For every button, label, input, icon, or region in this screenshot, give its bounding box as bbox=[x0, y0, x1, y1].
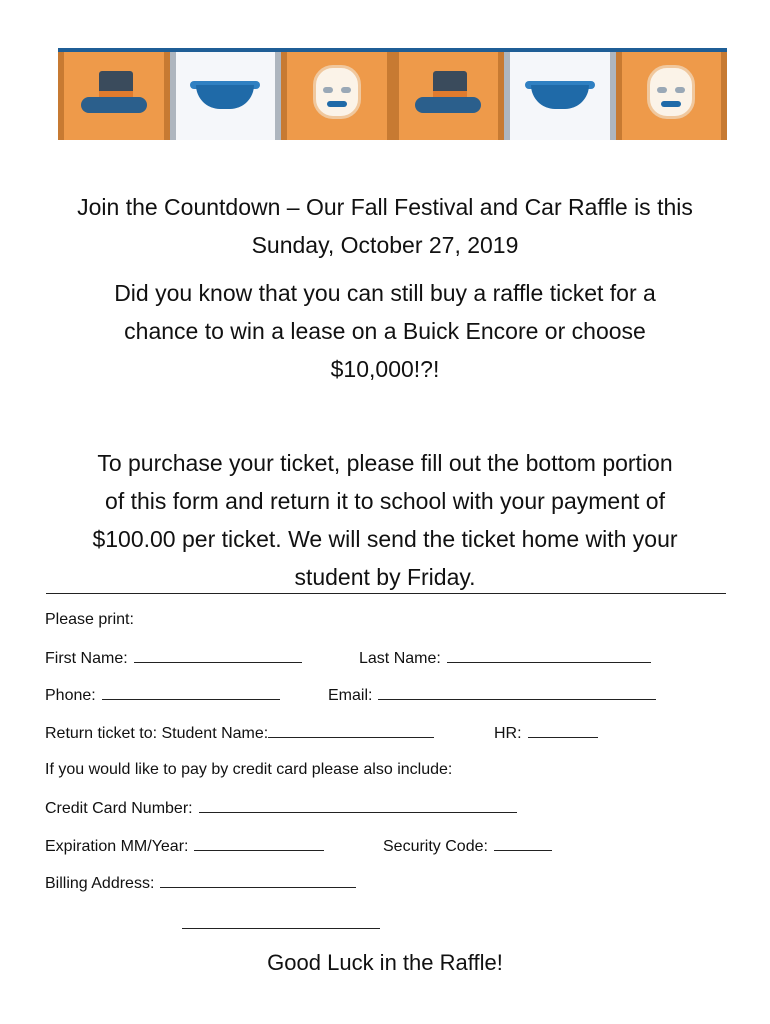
credit-card-note: If you would like to pay by credit card please also include: bbox=[45, 761, 453, 778]
banner-tile bbox=[58, 52, 170, 140]
please-print-label: Please print: bbox=[45, 611, 134, 628]
email-label: Email: bbox=[328, 687, 373, 704]
billing-address-line-2 bbox=[182, 912, 380, 936]
heading bbox=[40, 188, 730, 264]
expiration-label: Expiration MM/Year: bbox=[45, 838, 189, 855]
instructions-line: To purchase your ticket, please fill out the bottom portion bbox=[97, 450, 673, 476]
hr-label: HR: bbox=[494, 725, 522, 742]
first-name-label: First Name: bbox=[45, 650, 128, 667]
heading-line: Join the Countdown – Our Fall Festival and Car Raffle is this bbox=[77, 194, 693, 220]
hr-row bbox=[494, 721, 598, 745]
banner-tile bbox=[281, 52, 393, 140]
email-row bbox=[328, 683, 656, 707]
closing-message: Good Luck in the Raffle! bbox=[267, 950, 503, 975]
card-number-row bbox=[45, 796, 517, 820]
wave-icon bbox=[525, 79, 595, 113]
question-line: $10,000!?! bbox=[330, 356, 440, 382]
banner-tile bbox=[616, 52, 728, 140]
return-ticket-row bbox=[45, 721, 434, 745]
last-name-label: Last Name: bbox=[359, 650, 441, 667]
instructions-line: $100.00 per ticket. We will send the ticket home with your bbox=[92, 526, 678, 552]
email-field[interactable] bbox=[378, 683, 656, 700]
hr-field[interactable] bbox=[528, 721, 598, 738]
expiration-field[interactable] bbox=[194, 834, 324, 851]
banner-tile bbox=[170, 52, 282, 140]
first-name-field[interactable] bbox=[134, 646, 302, 663]
question-line: chance to win a lease on a Buick Encore or choose bbox=[124, 318, 646, 344]
hat-icon bbox=[411, 67, 485, 125]
billing-address-label: Billing Address: bbox=[45, 875, 155, 892]
return-ticket-label: Return ticket to: Student Name: bbox=[45, 725, 269, 742]
first-name-row bbox=[45, 646, 302, 670]
heading-line: Sunday, October 27, 2019 bbox=[251, 232, 519, 258]
billing-address-field[interactable] bbox=[160, 871, 356, 888]
phone-row bbox=[45, 683, 280, 707]
billing-address-row bbox=[45, 871, 356, 895]
last-name-field[interactable] bbox=[447, 646, 651, 663]
security-code-row bbox=[383, 834, 552, 858]
question-text bbox=[40, 274, 730, 388]
instructions-text bbox=[40, 444, 730, 596]
security-code-label: Security Code: bbox=[383, 838, 488, 855]
instructions-line: of this form and return it to school with your payment of bbox=[105, 488, 665, 514]
wave-icon bbox=[190, 79, 260, 113]
festival-banner bbox=[58, 48, 727, 140]
billing-address-field-2[interactable] bbox=[182, 912, 380, 929]
security-code-field[interactable] bbox=[494, 834, 552, 851]
face-icon bbox=[643, 65, 699, 127]
phone-field[interactable] bbox=[102, 683, 280, 700]
hat-icon bbox=[77, 67, 151, 125]
expiration-row bbox=[45, 834, 324, 858]
cut-line-divider bbox=[46, 593, 726, 594]
face-icon bbox=[309, 65, 365, 127]
instructions-line: student by Friday. bbox=[294, 564, 476, 590]
question-line: Did you know that you can still buy a raffle ticket for a bbox=[114, 280, 656, 306]
banner-tile bbox=[393, 52, 505, 140]
card-number-field[interactable] bbox=[199, 796, 517, 813]
card-number-label: Credit Card Number: bbox=[45, 800, 193, 817]
student-name-field[interactable] bbox=[268, 721, 434, 738]
banner-tile bbox=[504, 52, 616, 140]
phone-label: Phone: bbox=[45, 687, 96, 704]
last-name-row bbox=[359, 646, 651, 670]
